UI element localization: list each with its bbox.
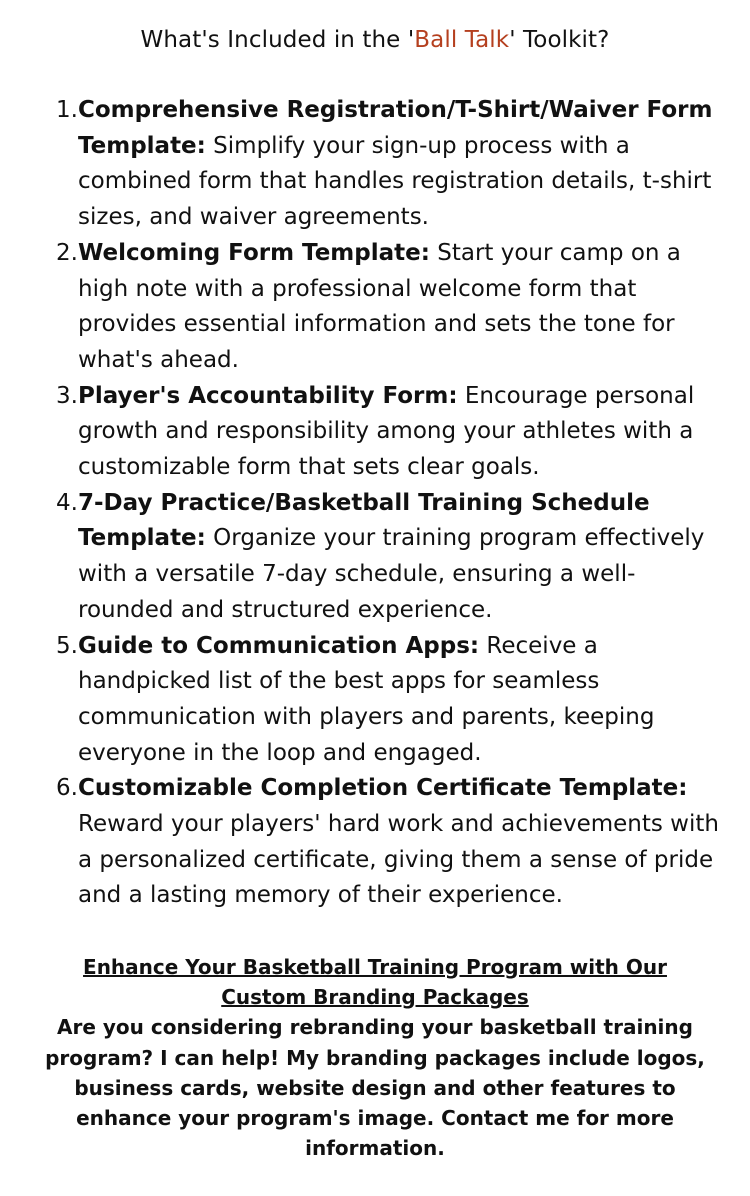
list-item bbox=[30, 379, 730, 486]
item-description: Encourage personal growth and responsibility among your athletes with a customizable form that sets clear goals. bbox=[78, 382, 695, 481]
item-text bbox=[78, 629, 730, 772]
item-number: 2. bbox=[56, 239, 78, 266]
branding-promo bbox=[40, 952, 710, 1163]
title-highlight: Ball Talk bbox=[414, 27, 510, 53]
item-text bbox=[78, 486, 730, 629]
promo-heading: Enhance Your Basketball Training Program with Our Custom Branding Packages bbox=[83, 955, 667, 1010]
title-prefix: What's Included in the ' bbox=[140, 27, 415, 53]
list-item bbox=[30, 486, 730, 629]
item-text bbox=[78, 236, 730, 379]
item-title: Welcoming Form Template: bbox=[78, 239, 430, 266]
item-number: 4. bbox=[56, 489, 78, 516]
list-item bbox=[30, 771, 730, 914]
list-item bbox=[30, 236, 730, 379]
item-text bbox=[78, 379, 730, 486]
item-description: Simplify your sign-up process with a combined form that handles registration details, t-shirt sizes, and waiver agreements. bbox=[78, 132, 712, 231]
item-description: Organize your training program effectively with a versatile 7-day schedule, ensuring a well-rounded and structured experience. bbox=[78, 525, 705, 623]
item-number: 3. bbox=[56, 382, 78, 409]
list-item bbox=[30, 629, 730, 772]
item-number: 1. bbox=[56, 97, 78, 123]
item-text bbox=[78, 93, 730, 236]
toolkit-items-list bbox=[30, 93, 730, 914]
item-title: Customizable Completion Certificate Template: bbox=[78, 775, 688, 802]
item-description: Receive a handpicked list of the best apps for seamless communication with players and parents, keeping everyone in the loop and engaged. bbox=[78, 632, 655, 766]
item-title: Guide to Communication Apps: bbox=[78, 632, 480, 659]
item-title: 7-Day Practice/Basketball Training Schedule Template: bbox=[78, 489, 650, 552]
item-title: Comprehensive Registration/T-Shirt/Waiver Form Template: bbox=[78, 97, 713, 159]
page-title bbox=[0, 24, 750, 56]
item-title: Player's Accountability Form: bbox=[78, 382, 458, 409]
item-description: Start your camp on a high note with a professional welcome form that provides essential information and sets the tone for what's ahead. bbox=[78, 239, 681, 373]
promo-body: Are you considering rebranding your basketball training program? I can help! My branding packages include logos, business cards, website design and other features to enhance your program's image. Contact me for more information. bbox=[45, 1015, 705, 1161]
item-text bbox=[78, 771, 730, 914]
item-number: 6. bbox=[56, 775, 78, 802]
title-suffix: ' Toolkit? bbox=[509, 27, 610, 53]
list-item bbox=[30, 93, 730, 236]
item-number: 5. bbox=[56, 632, 78, 659]
item-description: Reward your players' hard work and achievements with a personalized certificate, giving them a sense of pride and a lasting memory of their experience. bbox=[78, 811, 719, 909]
